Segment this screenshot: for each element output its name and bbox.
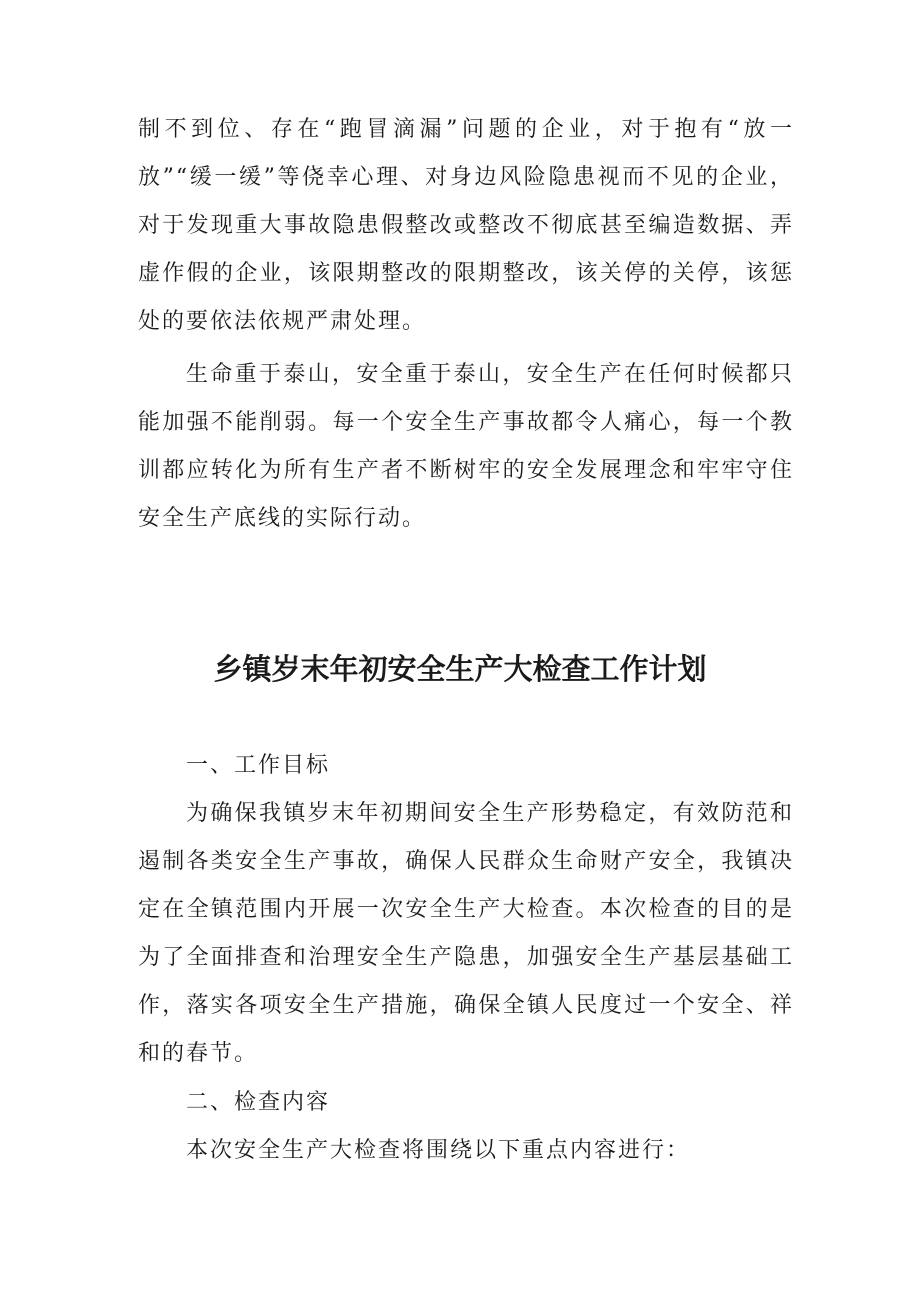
section-1-body: 为确保我镇岁末年初期间安全生产形势稳定，有效防范和遏制各类安全生产事故，确保人民群众生命财产安全，我镇决定在全镇范围内开展一次安全生产大检查。本次检查的目的是为了全面排查和治理安全生产隐患，加强安全生产基层基础工作，落实各项安全生产措施，确保全镇人民度过一个安全、祥和的春节。 <box>138 801 794 1066</box>
document-title: 乡镇岁末年初安全生产大检查工作计划 <box>213 652 707 686</box>
section-1-heading: 一、工作目标 <box>186 753 331 778</box>
paragraph-life-safety: 生命重于泰山，安全重于泰山，安全生产在任何时候都只能加强不能削弱。每一个安全生产事故都令人痛心，每一个教训都应转化为所有生产者不断树牢的安全发展理念和牢牢守住安全生产底线的实际行动。 <box>138 362 794 531</box>
section-2-body: 本次安全生产大检查将围绕以下重点内容进行： <box>186 1138 691 1163</box>
section-2-heading: 二、检查内容 <box>186 1090 331 1115</box>
continuation-paragraph: 制不到位、存在“跑冒滴漏”问题的企业，对于抱有“放一放”“缓一缓”等侥幸心理、对身边风险隐患视而不见的企业，对于发现重大事故隐患假整改或整改不彻底甚至编造数据、弄虚作假的企业，该限期整改的限期整改，该关停的关停，该惩处的要依法依规严肃处理。 <box>138 117 794 334</box>
